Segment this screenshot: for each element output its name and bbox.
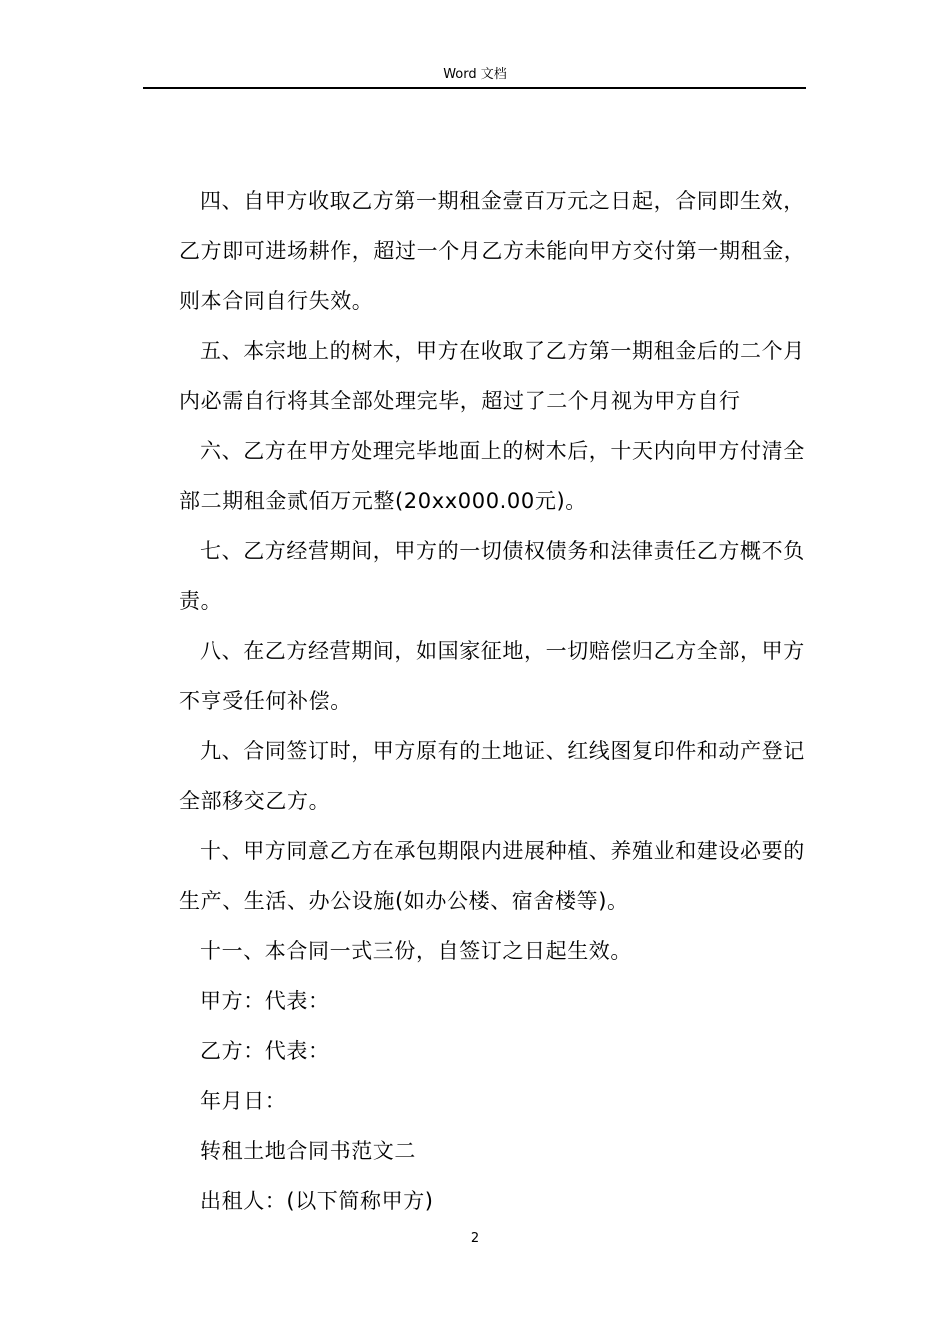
clause-9: 九、合同签订时，甲方原有的土地证、红线图复印件和动产登记全部移交乙方。 xyxy=(179,739,805,813)
clause-5: 五、本宗地上的树木，甲方在收取了乙方第一期租金后的二个月内必需自行将其全部处理完毕，超过了二个月视为甲方自行 xyxy=(179,339,805,413)
date-line: 年月日： xyxy=(200,1089,287,1113)
document-body xyxy=(179,176,819,1226)
party-b-signature-line: 乙方：代表： xyxy=(200,1039,330,1063)
lessor-line: 出租人：(以下简称甲方) xyxy=(200,1189,434,1213)
header-rule xyxy=(143,87,806,89)
clause-6: 六、乙方在甲方处理完毕地面上的树木后，十天内向甲方付清全部二期租金贰佰万元整(20xx000.00元)。 xyxy=(179,439,805,513)
clause-11: 十一、本合同一式三份，自签订之日起生效。 xyxy=(200,939,632,963)
section-heading: 转租土地合同书范文二 xyxy=(200,1139,416,1163)
page-header: Word 文档 xyxy=(443,67,507,82)
party-a-signature-line: 甲方：代表： xyxy=(200,989,330,1013)
page-number: 2 xyxy=(470,1231,480,1246)
clause-7: 七、乙方经营期间，甲方的一切债权债务和法律责任乙方概不负责。 xyxy=(179,539,805,613)
clause-8: 八、在乙方经营期间，如国家征地，一切赔偿归乙方全部，甲方不亨受任何补偿。 xyxy=(179,639,805,713)
clause-10: 十、甲方同意乙方在承包期限内进展种植、养殖业和建设必要的生产、生活、办公设施(如办公楼、宿舍楼等)。 xyxy=(179,839,805,913)
clause-4: 四、自甲方收取乙方第一期租金壹百万元之日起，合同即生效，乙方即可进场耕作，超过一个月乙方未能向甲方交付第一期租金，则本合同自行失效。 xyxy=(179,189,806,313)
